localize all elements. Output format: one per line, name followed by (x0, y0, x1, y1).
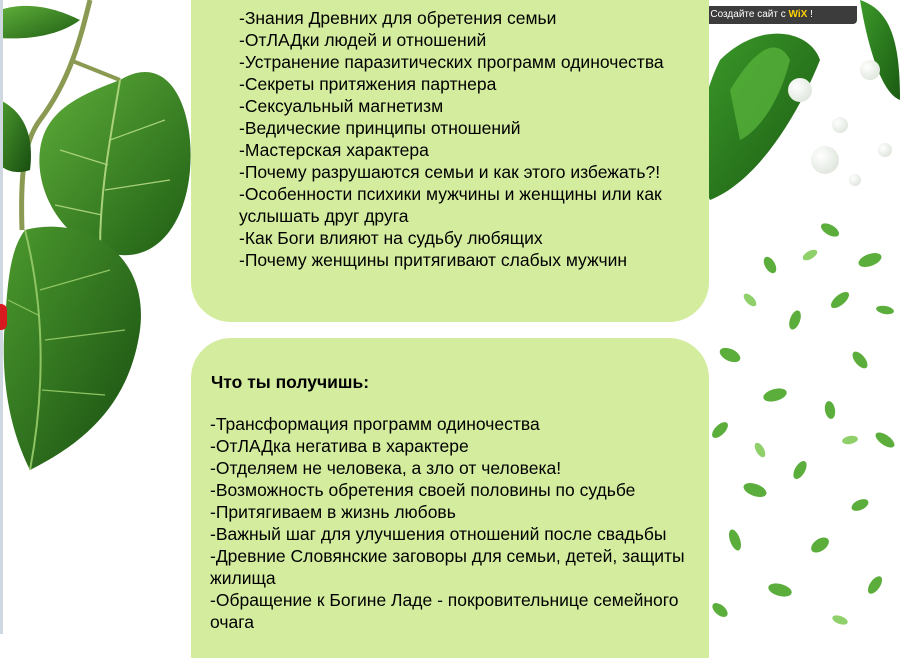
wix-create-site-badge[interactable] (689, 6, 857, 24)
red-marker (0, 304, 7, 330)
list-item: -Секреты притяжения партнера (239, 74, 497, 94)
list-item: -Почему разрушаются семьи и как этого избежать?! (239, 162, 661, 182)
right-leaves-decoration (700, 0, 900, 634)
list-item: -ОтЛАДки людей и отношений (239, 30, 487, 50)
leaf-illustration-right (700, 0, 900, 634)
benefits-heading: Что ты получишь: (211, 372, 370, 392)
list-item: -Притягиваем в жизнь любовь (210, 502, 456, 522)
list-item: -Трансформация программ одиночества (210, 414, 540, 434)
topics-list (239, 7, 689, 271)
list-item: -Возможность обретения своей половины по судьбе (210, 480, 636, 500)
benefits-card (191, 338, 709, 658)
left-leaves-decoration (0, 0, 195, 634)
wix-badge-text: Создайте сайт с (710, 9, 789, 20)
benefits-list (210, 413, 700, 633)
list-item: -ОтЛАДка негатива в характере (210, 436, 469, 456)
list-item: -Устранение паразитических программ одиночества (239, 52, 664, 72)
leaf-illustration-left (0, 0, 195, 634)
wix-badge-brand: WiX (788, 9, 808, 20)
list-item: -Знания Древних для обретения семьи (239, 8, 557, 28)
list-item: -Ведические принципы отношений (239, 118, 521, 138)
list-item: -Важный шаг для улучшения отношений после свадьбы (210, 524, 667, 544)
list-item: -Особенности психики мужчины и женщины или как услышать друг друга (239, 184, 662, 226)
list-item: -Древние Словянские заговоры для семьи, детей, защиты жилища (210, 546, 685, 588)
topics-card (191, 0, 709, 322)
list-item: -Как Боги влияют на судьбу любящих (239, 228, 543, 248)
list-item: -Сексуальный магнетизм (239, 96, 444, 116)
list-item: -Отделяем не человека, а зло от человека! (210, 458, 562, 478)
list-item: -Обращение к Богине Ладе - покровительнице семейного очага (210, 590, 679, 632)
wix-badge-suffix: ! (807, 9, 813, 20)
list-item: -Мастерская характера (239, 140, 429, 160)
list-item: -Почему женщины притягивают слабых мужчин (239, 250, 628, 270)
